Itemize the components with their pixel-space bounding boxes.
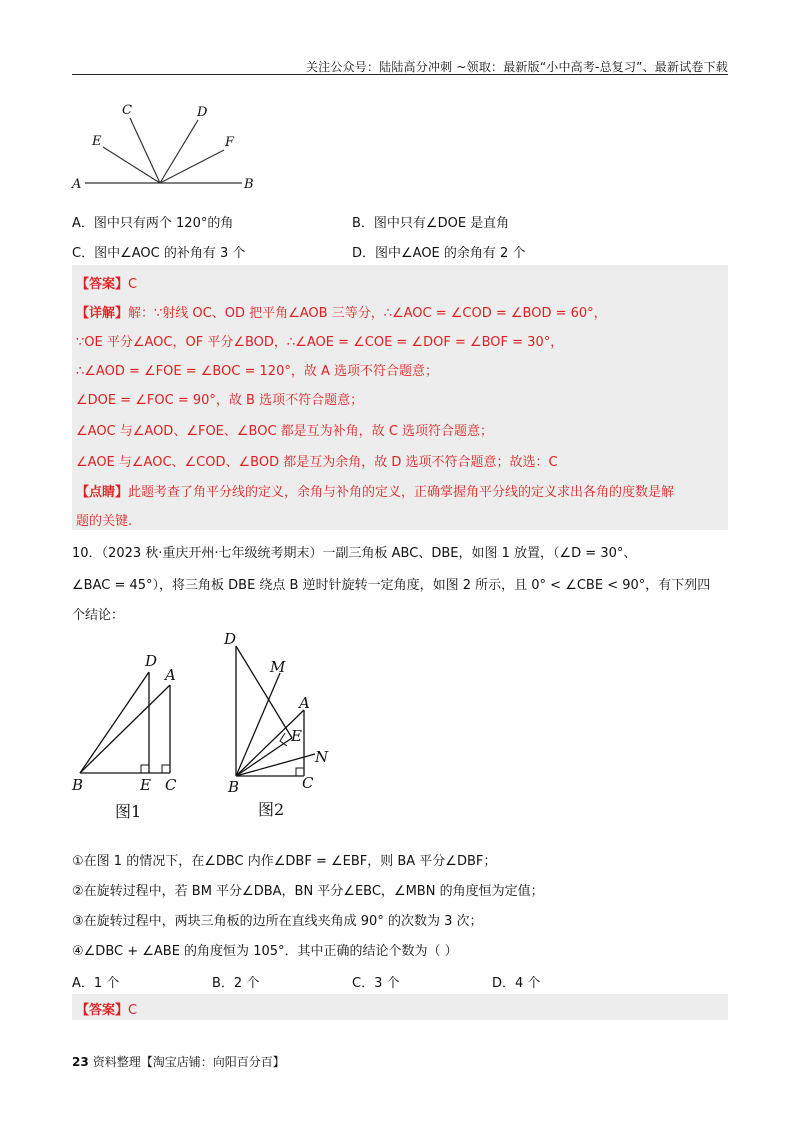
q9-option-c: C．图中∠AOC 的补角有 3 个 (72, 246, 246, 261)
q10-answer (76, 999, 137, 1018)
q10-statement-1: ①在图 1 的情况下，在∠DBC 内作∠DBF = ∠EBF，则 BA 平分∠DBF； (72, 854, 497, 869)
page-number: 23 (72, 1055, 89, 1069)
figure-2 (218, 628, 348, 823)
q10-option-b: B．2 个 (212, 976, 260, 991)
fig1-ba (80, 685, 170, 773)
fig1-caption: 图1 (115, 802, 142, 821)
fig1-label-e: E (140, 776, 151, 794)
fig1-label-d: D (145, 652, 158, 670)
header-divider (72, 74, 728, 75)
fig1-right-angle-c (162, 765, 170, 773)
q10-statement-4: ④∠DBC + ∠ABE 的角度恒为 105°．其中正确的结论个数为（ ） (72, 944, 458, 959)
fig2-label-m: M (270, 658, 286, 676)
fig1-bd (80, 672, 149, 773)
angle-figure (70, 100, 270, 195)
fig2-label-b: B (228, 778, 240, 796)
q10-option-d: D．4 个 (492, 976, 541, 991)
q9-option-b: B．图中只有∠DOE 是直角 (352, 216, 510, 231)
q9-option-a: A．图中只有两个 120°的角 (72, 216, 234, 231)
figure-1 (70, 650, 200, 825)
q10-stem-line-1: 10．（2023 秋·重庆开州·七年级统考期末）一副三角板 ABC、DBE，如图 1 放置，（∠D = 30°、 (72, 546, 637, 561)
q10-stem-line-3: 个结论： (72, 608, 125, 623)
q9-detail-line-5: ∠AOC 与∠AOD、∠FOE、∠BOC 都是互为补角，故 C 选项符合题意； (76, 424, 494, 439)
label-a: A (72, 177, 82, 192)
page-footer (72, 1053, 285, 1070)
q10-answer-box (72, 994, 728, 1020)
q9-detail-text-1: 解：∵射线 OC、OD 把平角∠AOB 三等分，∴∠AOC = ∠COD = ∠BOD = 60°， (128, 306, 607, 321)
fig2-label-e: E (291, 727, 302, 745)
q10-option-c: C．3 个 (352, 976, 400, 991)
q9-detail-line-3: ∴∠AOD = ∠FOE = ∠BOC = 120°，故 A 选项不符合题意； (76, 364, 439, 379)
fig1-label-c: C (165, 776, 177, 794)
page-header: 关注公众号：陆陆高分冲刺 ~领取：最新版“小中高考-总复习”、最新试卷下载 (305, 60, 728, 74)
q10-statement-2: ②在旋转过程中，若 BM 平分∠DBA，BN 平分∠EBC，∠MBN 的角度恒为定值； (72, 884, 544, 899)
q9-detail-line-2: ∵OE 平分∠AOC，OF 平分∠BOD，∴∠AOE = ∠COE = ∠DOF = ∠BOF = 30°， (76, 335, 564, 350)
fig2-label-d: D (224, 630, 237, 648)
fig2-label-a: A (299, 694, 310, 712)
fig2-label-n: N (315, 748, 329, 766)
q9-comment-line-2: 题的关键. (76, 514, 133, 529)
q9-detail-line-6: ∠AOE 与∠AOC、∠COD、∠BOD 都是互为余角，故 D 选项不符合题意；故选：C (76, 455, 558, 470)
q10-answer-tag: 【答案】 (76, 1003, 129, 1018)
fig1-label-a: A (165, 666, 176, 684)
q9-answer (76, 273, 137, 292)
q9-comment-tag: 【点睛】 (76, 485, 129, 500)
fig2-label-c: C (302, 774, 314, 792)
q9-answer-tag: 【答案】 (76, 277, 129, 292)
q10-stem-line-2: ∠BAC = 45°），将三角板 DBE 绕点 B 逆时针旋转一定角度，如图 2 所示，且 0° < ∠CBE < 90°，有下列四 (72, 578, 711, 593)
label-c: C (122, 103, 132, 118)
footer-text: 资料整理【淘宝店铺：向阳百分百】 (92, 1055, 285, 1069)
label-d: D (197, 105, 208, 120)
q9-detail-line-4: ∠DOE = ∠FOC = 90°，故 B 选项不符合题意； (76, 393, 364, 408)
q10-statement-3: ③在旋转过程中，两块三角板的边所在直线夹角成 90° 的次数为 3 次； (72, 914, 483, 929)
q9-answer-value: C (128, 277, 138, 292)
q9-comment-line-1 (76, 481, 674, 500)
q10-option-a: A．1 个 (72, 976, 120, 991)
q9-detail-tag: 【详解】 (76, 306, 129, 321)
label-e: E (92, 134, 102, 149)
q9-detail-line-1 (76, 302, 607, 321)
q9-comment-text-1: 此题考查了角平分线的定义，余角与补角的定义，正确掌握角平分线的定义求出各角的度数是解 (128, 485, 675, 500)
label-b: B (244, 177, 254, 192)
fig2-right-angle-e (280, 733, 287, 746)
q9-option-d: D．图中∠AOE 的余角有 2 个 (352, 246, 526, 261)
fig1-label-b: B (72, 776, 84, 794)
fig1-right-angle-e (141, 765, 149, 773)
q10-answer-value: C (128, 1003, 138, 1018)
fig2-caption: 图2 (258, 800, 285, 819)
label-f: F (225, 135, 235, 150)
